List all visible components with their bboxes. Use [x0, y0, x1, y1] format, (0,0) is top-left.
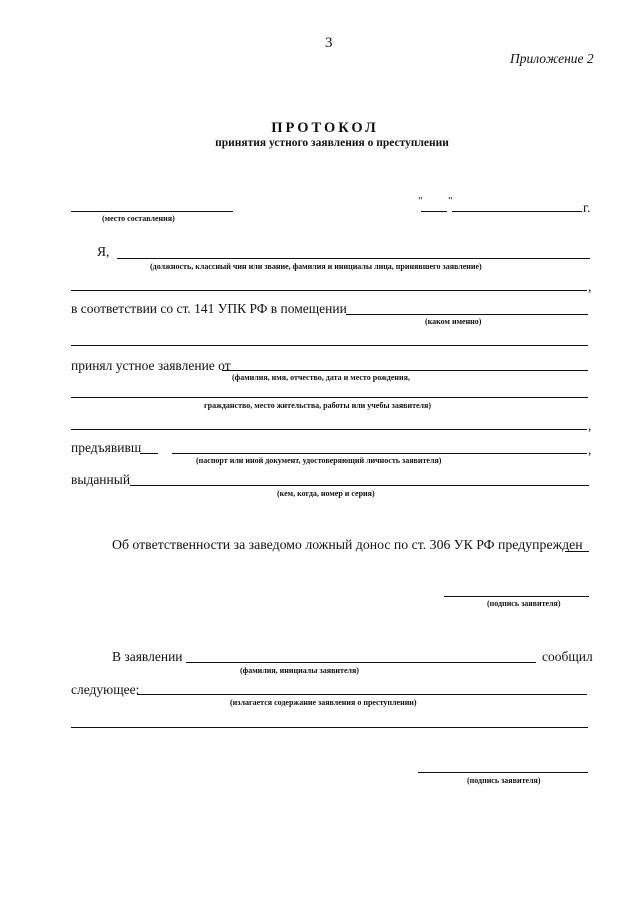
place-caption: (место составления) — [102, 214, 175, 223]
comma: , — [588, 418, 592, 433]
signature-line-1 — [444, 596, 589, 597]
quote-close: " — [448, 195, 453, 207]
applicant-line — [222, 370, 588, 371]
signature-line-2 — [418, 772, 588, 773]
applicant-line-2 — [71, 397, 588, 398]
official-caption: (должность, классный чин или звание, фамилия и инициалы лица, принявшего заявление) — [150, 262, 482, 271]
document-title: ПРОТОКОЛ — [271, 120, 379, 136]
accepted-text: принял устное заявление от — [71, 358, 231, 373]
premises-line — [346, 314, 588, 315]
month-year-line — [452, 211, 582, 212]
statement-text: В заявлении — [112, 649, 183, 664]
content-line-2 — [71, 727, 588, 728]
presented-suffix-line — [140, 453, 158, 454]
document-line — [172, 453, 587, 454]
comma: , — [588, 279, 592, 294]
warning-text: Об ответственности за заведомо ложный донос по ст. 306 УК РФ предупрежден — [112, 537, 583, 552]
document-subtitle: принятия устного заявления о преступлении — [215, 137, 449, 149]
comma: , — [588, 442, 592, 457]
place-line — [71, 211, 233, 212]
year-suffix: г. — [583, 200, 591, 215]
issued-caption: (кем, когда, номер и серия) — [277, 489, 375, 498]
premises-caption: (каком именно) — [425, 317, 482, 326]
presented-text: предъявивш — [71, 440, 142, 455]
ya-label: Я, — [97, 244, 110, 259]
content-caption: (излагается содержание заявления о преступлении) — [230, 698, 417, 707]
warning-line — [565, 551, 589, 552]
statement-line — [186, 662, 536, 663]
official-line — [117, 258, 590, 259]
official-line-2 — [71, 290, 587, 291]
page-number: 3 — [325, 35, 333, 51]
day-line — [421, 211, 447, 212]
applicant-caption-2: гражданство, место жительства, работы или учебы заявителя) — [204, 401, 432, 410]
statement-reported: сообщил — [542, 649, 593, 664]
applicant-caption: (фамилия, имя, отчество, дата и место рождения, — [232, 373, 410, 382]
quote-open: " — [418, 195, 423, 207]
issued-text: выданный — [71, 472, 131, 487]
applicant-line-3 — [71, 429, 587, 430]
appendix-label: Приложение 2 — [510, 51, 594, 66]
signature-caption-1: (подпись заявителя) — [487, 599, 561, 608]
premises-line-2 — [71, 345, 588, 346]
signature-caption-2: (подпись заявителя) — [467, 776, 541, 785]
following-text: следующее: — [71, 682, 140, 697]
premises-text: в соответствии со ст. 141 УПК РФ в помещении — [71, 301, 347, 316]
statement-caption: (фамилия, инициалы заявителя) — [240, 666, 359, 675]
issued-line — [130, 485, 589, 486]
document-caption: (паспорт или иной документ, удостоверяющий личность заявителя) — [196, 456, 442, 465]
content-line — [137, 694, 587, 695]
